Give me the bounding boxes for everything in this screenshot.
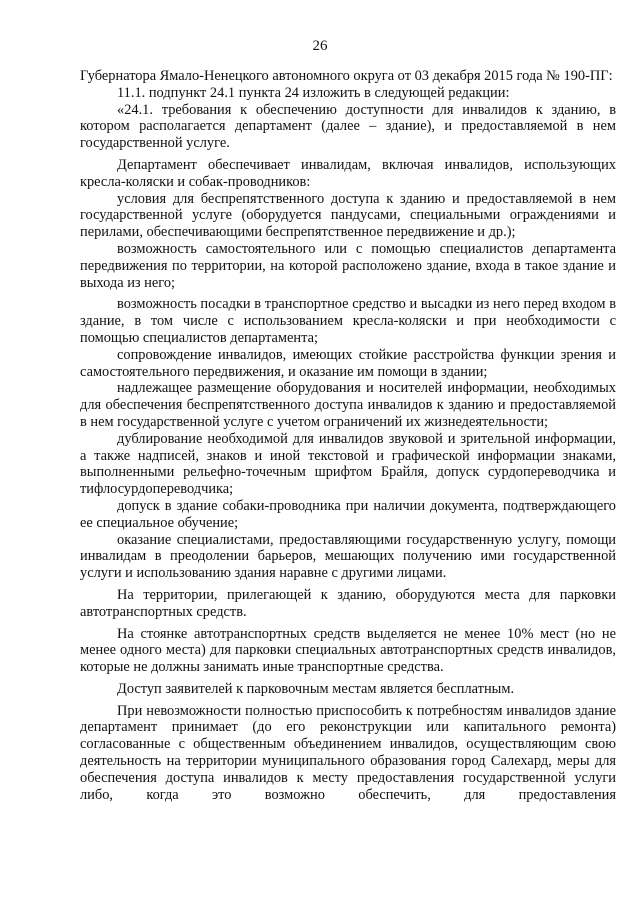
paragraph-24-1: «24.1. требования к обеспечению доступности для инвалидов к зданию, в котором располагается департамент (далее – здание), и предоставляемой в нем государственной услуге. bbox=[80, 101, 616, 152]
paragraph-intro: Губернатора Ямало-Ненецкого автономного округа от 03 декабря 2015 года № 190-ПГ: bbox=[80, 68, 613, 84]
paragraph: Доступ заявителей к парковочным местам является бесплатным. bbox=[117, 680, 515, 697]
paragraph: При невозможности полностью приспособить к потребностям инвалидов здание департамент принимает (до его реконструкции или капитального ремонта) согласованные с общественным объединением инвалидов, осуществляющим свою деятельность на территории муниципального образования город Салехард, меры для обеспечения доступа инвалидов к месту предоставления государственной услуги либо, когда это возможно обеспечить, для предоставления bbox=[80, 702, 616, 803]
paragraph: надлежащее размещение оборудования и носителей информации, необходимых для обеспечения беспрепятственного доступа инвалидов к зданию и предоставляемой в нем государственной услуге с учетом ограничений их жизнедеятельности; bbox=[80, 380, 616, 430]
paragraph: дублирование необходимой для инвалидов звуковой и зрительной информации, а также надписей, знаков и иной текстовой и графической информации знаками, выполненными рельефно-точечным шрифтом Брайля, допуск сурдопереводчика и тифлосурдопереводчика; bbox=[80, 430, 616, 498]
paragraph: На территории, прилегающей к зданию, оборудуются места для парковки автотранспортных средств. bbox=[80, 586, 616, 620]
paragraph: сопровождение инвалидов, имеющих стойкие расстройства функции зрения и самостоятельного передвижения, и оказание им помощи в здании; bbox=[80, 346, 616, 380]
paragraph: условия для беспрепятственного доступа к зданию и предоставляемой в нем государственной услуге (оборудуется пандусами, специальными ограждениями и перилами, обеспечивающими беспрепятственное передвижение и др.); bbox=[80, 190, 616, 241]
paragraph: допуск в здание собаки-проводника при наличии документа, подтверждающего ее специальное обучение; bbox=[80, 497, 616, 531]
paragraph: Департамент обеспечивает инвалидам, включая инвалидов, использующих кресла-коляски и собак-проводников: bbox=[80, 156, 616, 190]
document-body bbox=[80, 68, 616, 803]
page-number: 26 bbox=[312, 38, 328, 54]
paragraph-amendment: 11.1. подпункт 24.1 пункта 24 изложить в следующей редакции: bbox=[117, 84, 510, 101]
paragraph: оказание специалистами, предоставляющими государственную услугу, помощи инвалидам в преодолении барьеров, мешающих получению ими государственной услуги и использованию здания наравне с другими лицами. bbox=[80, 531, 616, 582]
paragraph: возможность посадки в транспортное средство и высадки из него перед входом в здание, в том числе с использованием кресла-коляски и при необходимости с помощью специалистов департамента; bbox=[80, 296, 616, 346]
paragraph: возможность самостоятельного или с помощью специалистов департамента передвижения по территории, на которой расположено здание, входа в такое здание и выхода из него; bbox=[80, 240, 616, 291]
paragraph: На стоянке автотранспортных средств выделяется не менее 10% мест (но не менее одного места) для парковки специальных автотранспортных средств инвалидов, которые не должны занимать иные транспортные средства. bbox=[80, 625, 616, 676]
